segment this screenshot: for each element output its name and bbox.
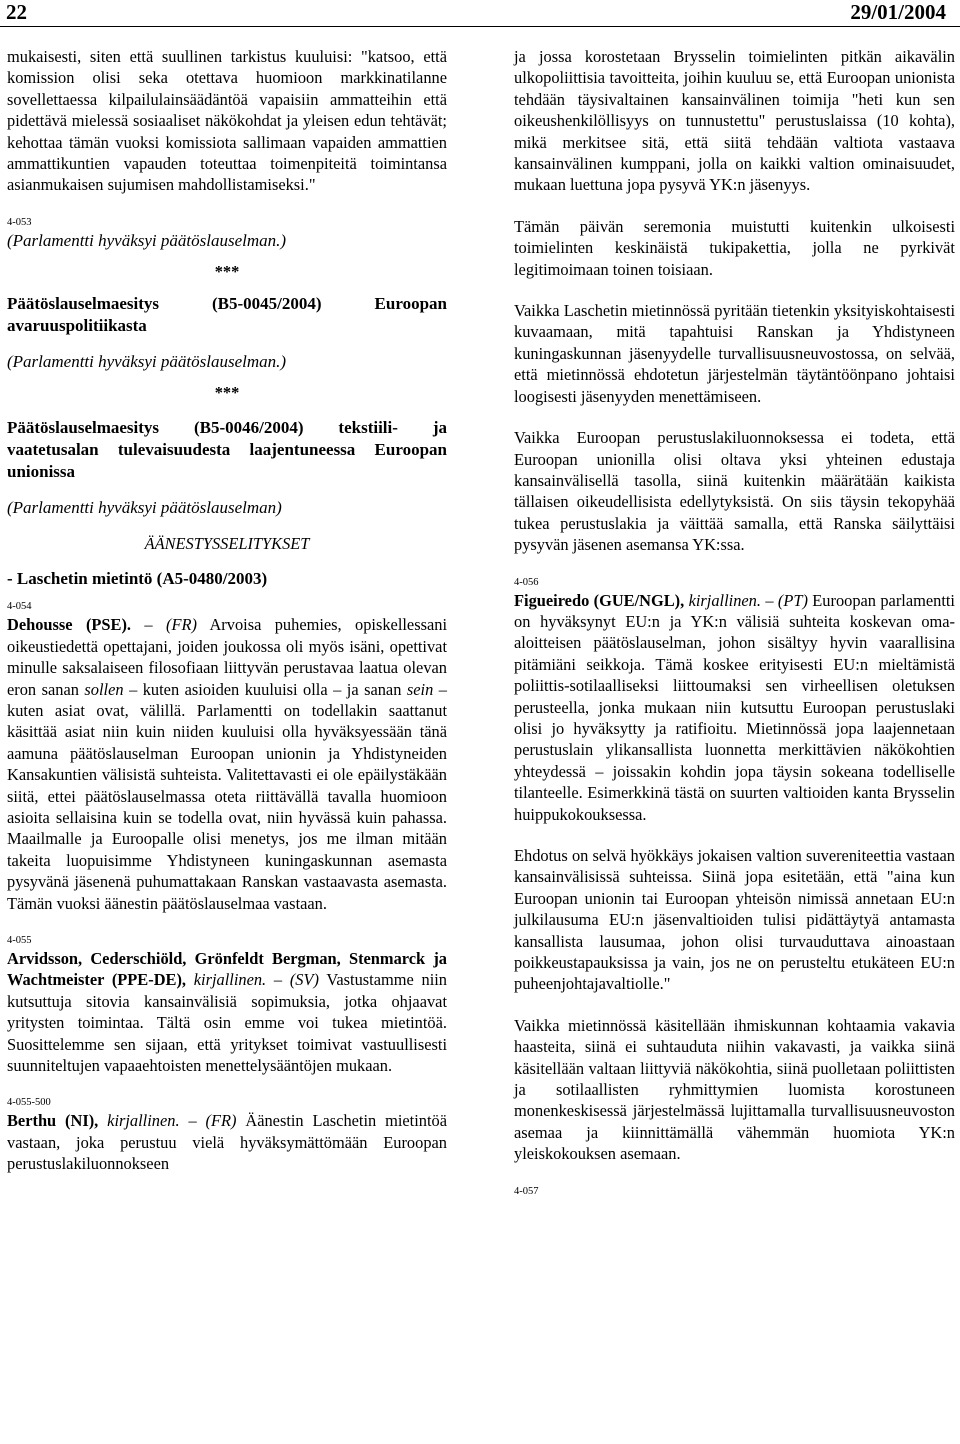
right-paragraph-3: Vaikka Laschetin mietinnössä pyritään tietenkin yksityiskohtaisesti kuvaamaan, mitä tapahtuisi Ranskan ja Yhdistyneen kuningaskunnan jäsenyydelle turvallisuusneuvostossa, on selvää, että mietinnössä ehdotetun järjestelmän täytäntöönpano johtaisi loogisesti jäsenyyden menettämiseen.: [514, 301, 955, 406]
right-paragraph-4: Vaikka Euroopan perustuslakiluonnoksessa ei todeta, että Euroopan unionilla olisi oltava yksi yhteinen edustaja kansainvälisellä tasolla, siinä kuitenkin määrätään kaikista tällaisen oikeudellisista edellytyksistä. On siis täysin tekopyhää tukea perustuslakia ja väittää samalla, että Ranska säilyttäisi pysyvän jäsenen asemansa YK:ssa.: [514, 428, 955, 555]
berthu-paragraph: Berthu (NI), kirjallinen. – (FR) Äänestin Laschetin mietintöä vastaan, joka perustuu vielä hyväksymättömään Euroopan perustuslakiluonnokseen: [7, 1111, 447, 1174]
figueiredo-paragraph: Figueiredo (GUE/NGL), kirjallinen. – (PT) Euroopan parlamentti on hyväksynyt EU:n ja YK:n välisiä suhteita koskevan oma-aloitteisen päätöslauselman, johon sisältyy hyvin vaarallisina pitämiäni seikkoja. Tämä koskee erityisesti EU:n mieltämistä poliittis-sotilaalliseksi liittoumaksi sen virheellisen oletuksen perusteella, jonka mukaan niin kutsuttu Euroopan perustuslaki olisi jo hyväksytty ja ratifioitu. Mietinnössä jopa laajennetaan perustuslain ylikansallista luonnetta merkittävien näkökohtien yhteydessä – joissakin kohdin jopa täysin sokeana todelliselle tilanteelle. Esimerkkinä tästä on suurten valtioiden kanta Brysselin huippukokouksessa.: [514, 590, 955, 824]
adopted-note-1: (Parlamentti hyväksyi päätöslauselman.): [7, 230, 287, 250]
motion-heading-1: Päätöslauselmaesitys (B5-0045/2004) Euroopan avaruuspolitiikasta: [7, 293, 447, 335]
ref-4-056: 4-056: [514, 576, 539, 588]
dehousse-paragraph: Dehousse (PSE). – (FR) Arvoisa puhemies, opiskellessani oikeustiedettä opettajani, joiden joukossa oli myös isäni, opettivat minulle saksalaiseen filosofiaan liittyvän perustavaa laatua olevan eron sanan sollen – kuten asioiden kuuluisi olla – ja sanan sein – kuten asiat ovat, välillä. Parlamentti on todellakin saattanut käsittää asiat niin kuin niiden kuuluisi olla hyväksyessään tänä aamuna päätöslauselman Euroopan unionin ja Yhdistyneiden Kansakuntien välisistä suhteista. Valitettavasti ei ole epäilystäkään siitä, ettei päätöslauselmassa oteta riittävällä tavalla huomioon asioita sellaisina kuin se todella ovat, niin hyvässä kuin pahassa. Maailmalle ja Euroopalle olisi menetys, jos me ilman mitään takeita luopuisimme Yhdistyneen kuningaskunnan asemasta pysyvänä jäsenenä puhumattakaan Ranskan vastaavasta asemasta. Tämän vuoksi äänestin päätöslauselmaa vastaan.: [7, 615, 447, 913]
ref-4-055-500: 4-055-500: [7, 1097, 51, 1109]
page-date: 29/01/2004: [850, 0, 946, 24]
left-column: [7, 46, 447, 1175]
adopted-note-3: (Parlamentti hyväksyi päätöslauselman): [7, 498, 282, 518]
language-tag: (FR): [205, 1111, 237, 1131]
speaker-name: Arvidsson, Cederschiöld, Grönfeldt Bergman, Stenmarck ja Wachtmeister (PPE-DE),: [7, 948, 447, 990]
speaker-name: Berthu (NI),: [7, 1111, 99, 1131]
right-paragraph-1: ja jossa korostetaan Brysselin toimielinten pitkän aikavälin ulkopoliittisia tavoitteita, joihin kuuluu se, että Euroopan unionista tehdään täysivaltainen kansainvälinen toimija "heti kun sen oikeushenkilöllisyys on tunnustettu" perustuslaissa (10 kohta), mikä merkitsee sitä, että siitä tehdään valtiota vastaava kansainvälinen kumppani, jolla on kaikki valtion ominaisuudet, mukaan luettuna jopa pysyvä YK:n jäsenyys.: [514, 47, 955, 195]
right-paragraph-7: Vaikka mietinnössä käsitellään ihmiskunnan kohtaamia vakavia haasteita, siinä ei suhtauduta niihin vakavasti, ja vaikka siinä käsitellään valtaan liittyviä näkökohtia, siinä puolletaan poliittisten ja sotilaallisten ryhmittymien luomista korostuneen monenkeskisessä järjestelmässä lujittamalla turvallisuusneuvoston asemaa ja kiinnittämällä vähemmän huomiota YK:n yleiskokouksen asemaan.: [514, 1015, 955, 1164]
right-paragraph-6: Ehdotus on selvä hyökkäys jokaisen valtion suvereniteettia vastaan kansainvälisissä suhteissa. Siinä jopa esitetään, että "aina kun Euroopan unionin tai Euroopan yhteisön nimissä annetaan EU:n julkilausuma EU:n jäsenvaltioiden tulisi pidättäytyä antamasta kansallista lausumaa, johon olisi turvauduttava ainoastaan poikkeustapauksissa ja vain, jos ne on perusteltu etukäteen EU:n puheenjohtajavaltiolle.": [514, 846, 955, 994]
page-number: 22: [6, 0, 27, 24]
separator-stars-2: ***: [214, 383, 240, 403]
ref-4-055: 4-055: [7, 934, 32, 946]
separator-stars-1: ***: [214, 262, 240, 282]
right-paragraph-2: Tämän päivän seremonia muistutti kuitenkin ulkoisesti toimielinten keskinäistä tukipakettia, jolla ne pyrkivät legitimoimaan toinen toisiaan.: [514, 216, 955, 279]
speaker-name: Dehousse (PSE).: [7, 615, 132, 635]
arvidsson-paragraph: Arvidsson, Cederschiöld, Grönfeldt Bergman, Stenmarck ja Wachtmeister (PPE-DE), kirjallinen. – (SV) Vastustamme niin kutsuttuja sitovia kansainvälisiä sopimuksia, jotka ohjaavat yritysten toimintaa. Tältä osin emme voi tukea mietintöä. Suosittelemme sen sijaan, että yritykset toimivat vastuullisesti suunniteltujen vapaaehtoisten menettelysääntöjen mukaan.: [7, 948, 448, 1075]
ref-4-053: 4-053: [7, 216, 32, 228]
report-heading: - Laschetin mietintö (A5-0480/2003): [7, 569, 268, 589]
ref-4-057: 4-057: [514, 1185, 539, 1197]
adopted-note-2: (Parlamentti hyväksyi päätöslauselman.): [7, 351, 287, 371]
language-tag: (PT): [777, 590, 808, 610]
language-tag: (FR): [166, 615, 197, 635]
right-column: [514, 46, 955, 1199]
intro-paragraph: mukaisesti, siten että suullinen tarkistus kuuluisi: "katsoo, että komission olisi seka otettava huomioon markkinatilanne sovellettaessa kilpailulainsäädäntöä vapaisiin ammatteihin että pidettävä mielessä sosiaaliset näkökohdat ja yleisen edun tehtävät; kehottaa tämän vuoksi komissiota sallimaan vapaiden ammattien ammattikuntien vapauden toteuttaa toimenpiteitä toimintansa asianmukaisen sujumisen mahdollistamiseksi.": [7, 47, 447, 195]
speaker-name: Figueiredo (GUE/NGL),: [514, 590, 685, 610]
motion-heading-2: Päätöslauselmaesitys (B5-0046/2004) tekstiili- ja vaatetusalan tulevaisuudesta laajentuneessa Euroopan unionissa: [7, 418, 447, 482]
section-heading-explanations: ÄÄNESTYSSELITYKSET: [144, 533, 310, 553]
language-tag: (SV): [289, 970, 319, 990]
ref-4-054: 4-054: [7, 601, 32, 613]
page-header: [0, 0, 960, 27]
